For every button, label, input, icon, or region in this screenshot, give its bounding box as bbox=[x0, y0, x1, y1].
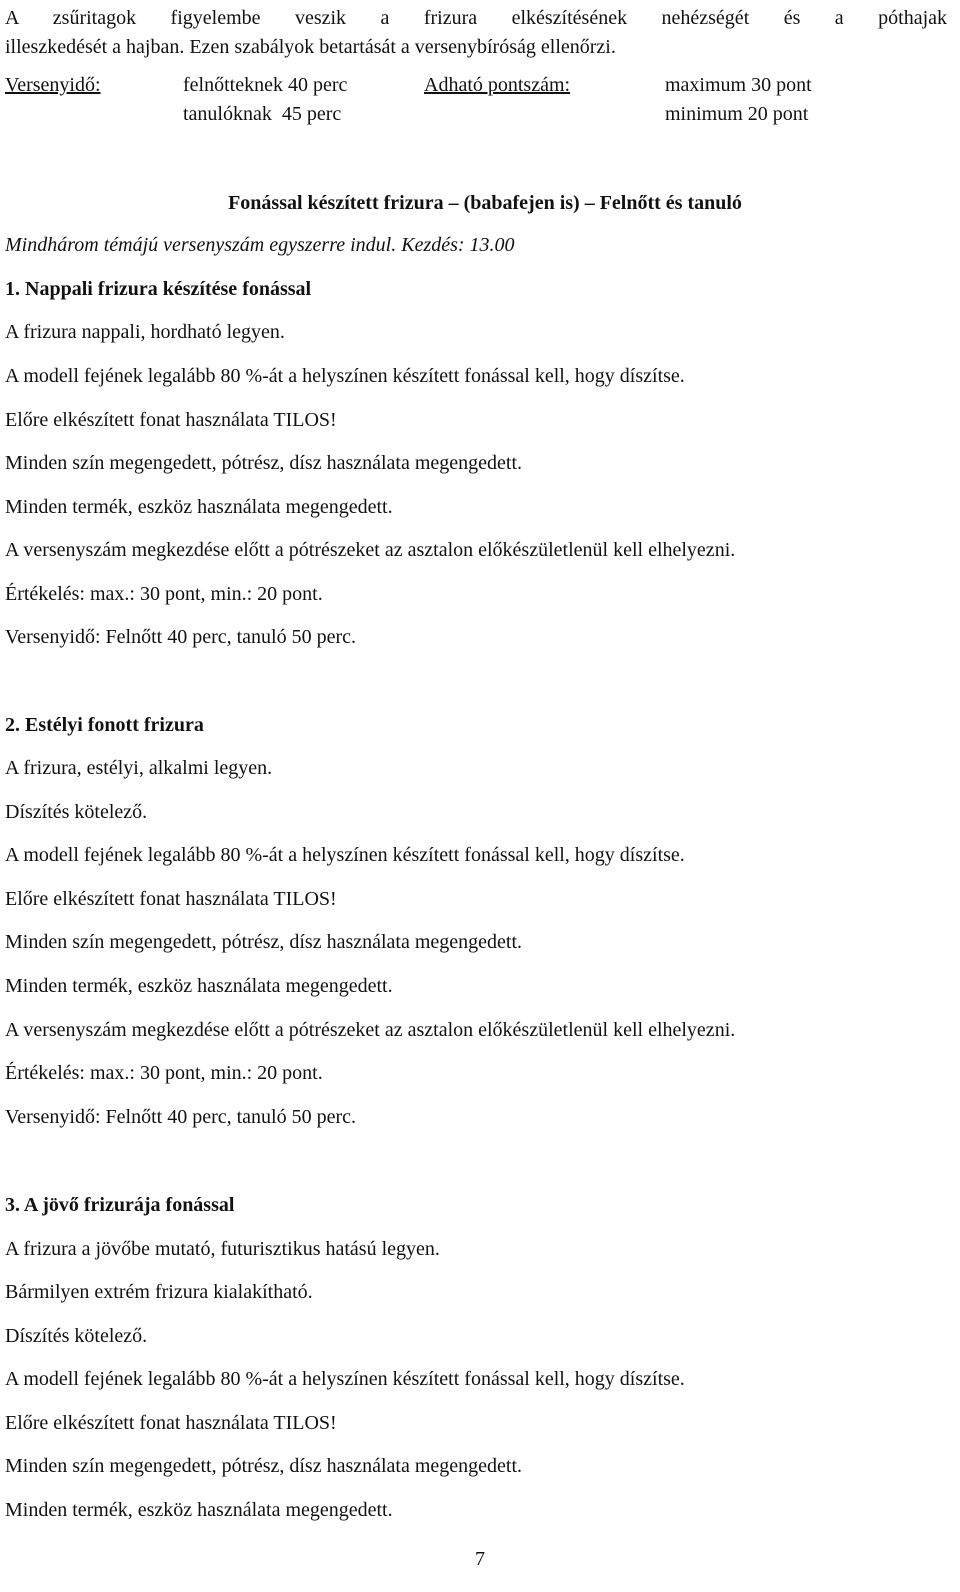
intro-line-2: illeszkedését a hajban. Ezen szabályok betartását a versenybíróság ellenőrzi. bbox=[5, 36, 616, 58]
event-3-line: Díszítés kötelező. bbox=[5, 1325, 148, 1347]
points-min: minimum 20 pont bbox=[665, 103, 809, 125]
event-1-line: A modell fejének legalább 80 %-át a helyszínen készített fonással kell, hogy díszítse. bbox=[5, 365, 685, 387]
time-label: Versenyidő: bbox=[5, 74, 101, 96]
event-1-line: A frizura nappali, hordható legyen. bbox=[5, 321, 285, 343]
event-2-line: Minden szín megengedett, pótrész, dísz használata megengedett. bbox=[5, 931, 523, 953]
event-3-line: Minden szín megengedett, pótrész, dísz használata megengedett. bbox=[5, 1455, 523, 1477]
event-2-line: A modell fejének legalább 80 %-át a helyszínen készített fonással kell, hogy díszítse. bbox=[5, 844, 685, 866]
event-1-line: Minden szín megengedett, pótrész, dísz használata megengedett. bbox=[5, 452, 523, 474]
time-adults: felnőtteknek 40 perc bbox=[183, 74, 348, 96]
event-3-line: Előre elkészített fonat használata TILOS! bbox=[5, 1412, 337, 1434]
event-1-line: Előre elkészített fonat használata TILOS! bbox=[5, 409, 337, 431]
event-2-line: Előre elkészített fonat használata TILOS! bbox=[5, 888, 337, 910]
event-1-line: A versenyszám megkezdése előtt a pótrészeket az asztalon előkészületlenül kell elhelyezni. bbox=[5, 539, 736, 561]
event-1-line: Versenyidő: Felnőtt 40 perc, tanuló 50 perc. bbox=[5, 626, 357, 648]
intro-line-1: A zsűritagok figyelembe veszik a frizura elkészítésének nehézségét és a póthajak bbox=[5, 7, 947, 29]
event-2-heading: 2. Estélyi fonott frizura bbox=[5, 714, 204, 736]
event-2-line: Minden termék, eszköz használata megengedett. bbox=[5, 975, 393, 997]
event-3-line: Bármilyen extrém frizura kialakítható. bbox=[5, 1281, 313, 1303]
page-number: 7 bbox=[475, 1548, 485, 1570]
event-2-line: Versenyidő: Felnőtt 40 perc, tanuló 50 perc. bbox=[5, 1106, 357, 1128]
event-1-line: Értékelés: max.: 30 pont, min.: 20 pont. bbox=[5, 583, 323, 605]
event-3-line: A modell fejének legalább 80 %-át a helyszínen készített fonással kell, hogy díszítse. bbox=[5, 1368, 685, 1390]
event-2-line: Díszítés kötelező. bbox=[5, 801, 148, 823]
event-2-line: A frizura, estélyi, alkalmi legyen. bbox=[5, 757, 273, 779]
points-max: maximum 30 pont bbox=[665, 74, 812, 96]
event-3-line: A frizura a jövőbe mutató, futurisztikus hatású legyen. bbox=[5, 1238, 440, 1260]
event-1-heading: 1. Nappali frizura készítése fonással bbox=[5, 278, 312, 300]
event-2-line: A versenyszám megkezdése előtt a pótrészeket az asztalon előkészületlenül kell elhelyezni. bbox=[5, 1019, 736, 1041]
event-3-heading: 3. A jövő frizurája fonással bbox=[5, 1194, 235, 1216]
section-title: Fonással készített frizura – (babafejen is) – Felnőtt és tanuló bbox=[228, 192, 742, 214]
time-students: tanulóknak 45 perc bbox=[183, 103, 342, 125]
event-1-line: Minden termék, eszköz használata megengedett. bbox=[5, 496, 393, 518]
event-3-line: Minden termék, eszköz használata megengedett. bbox=[5, 1499, 393, 1521]
points-label: Adható pontszám: bbox=[424, 74, 571, 96]
section-subtitle: Mindhárom témájú versenyszám egyszerre indul. Kezdés: 13.00 bbox=[5, 234, 515, 256]
event-2-line: Értékelés: max.: 30 pont, min.: 20 pont. bbox=[5, 1062, 323, 1084]
